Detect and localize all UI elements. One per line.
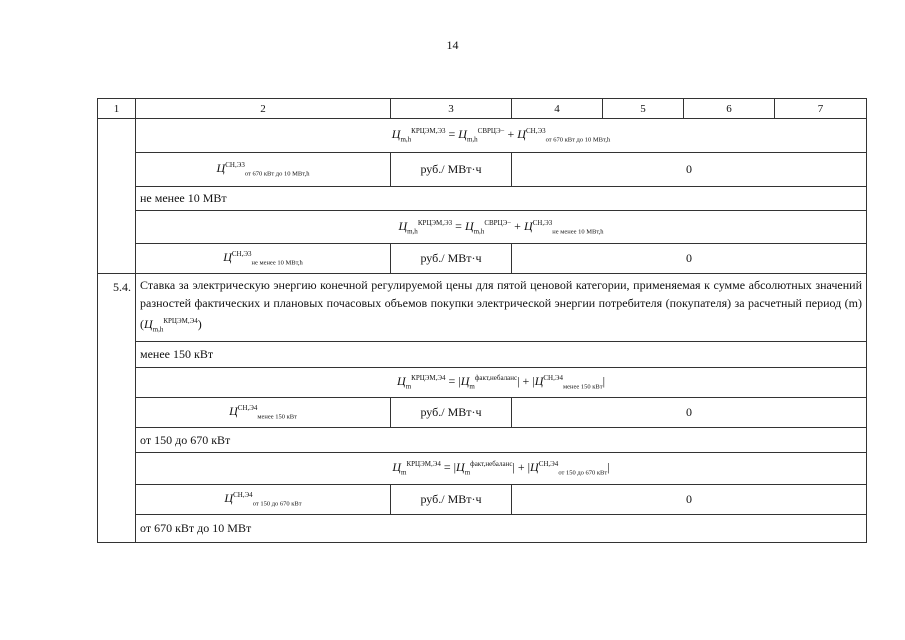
formula-row-150-670 <box>98 453 867 485</box>
label-row-nemenee10 <box>98 187 867 211</box>
value-row-nemenee10 <box>98 244 867 274</box>
range-label-150-670: от 150 до 670 кВт <box>136 428 867 453</box>
value-cell: 0 <box>512 485 867 515</box>
symbol-sn-e4-150-670: $Ц^{СН,Э4}_{от 150 до 670 кВт}$ <box>136 485 391 515</box>
col-header-4: 4 <box>512 99 603 119</box>
col-header-3: 3 <box>391 99 512 119</box>
formula-kr-e4-150-670: $Ц_m^{КРЦЭМ,Э4} = |Ц_m^{факт,небаланс}| + |Ц^{СН,Э4}_{от 150 до 670 кВт}|$ <box>136 453 867 485</box>
unit-cell: руб./ МВт·ч <box>391 485 512 515</box>
col-header-5: 5 <box>603 99 684 119</box>
range-label-670-10: от 670 кВт до 10 МВт <box>136 515 867 543</box>
symbol-sn-e4-menee150: $Ц^{СН,Э4}_{менее 150 кВт}$ <box>136 398 391 428</box>
value-cell: 0 <box>512 153 867 187</box>
value-cell: 0 <box>512 244 867 274</box>
section-5-4-description-row <box>98 274 867 342</box>
label-row-menee150 <box>98 342 867 368</box>
formula-kr-e3-nemenee10: $Ц_{m,h}^{КРЦЭМ,Э3} = Ц_{m,h}^{СВРЦЭ-} + Ц^{СН,Э3}_{не менее 10 МВт,h}$ <box>136 211 867 244</box>
col-header-1: 1 <box>98 99 136 119</box>
section-5-4-description: Ставка за электрическую энергию конечной регулируемой цены для пятой ценовой категории, применяемая к сумме абсолютных значений разностей фактических и плановых почасовых объемов покупки электрической энергии потребителя (покупателя) за расчетный период (m) $(Ц_{m,h}^{КРЦЭМ,Э4})$ <box>136 274 867 342</box>
section-number: 5.4. <box>98 274 136 543</box>
value-row-menee150 <box>98 398 867 428</box>
formula-kr-e4-menee150: $Ц_m^{КРЦЭМ,Э4} = |Ц_m^{факт,небаланс}| + |Ц^{СН,Э4}_{менее 150 кВт}|$ <box>136 368 867 398</box>
value-row-150-670 <box>98 485 867 515</box>
column-header-row <box>98 99 867 119</box>
symbol-sn-e3-nemenee10: $Ц^{СН,Э3}_{не менее 10 МВт,h}$ <box>136 244 391 274</box>
unit-cell: руб./ МВт·ч <box>391 153 512 187</box>
range-label-menee150: менее 150 кВт <box>136 342 867 368</box>
label-row-670-10 <box>98 515 867 543</box>
unit-cell: руб./ МВт·ч <box>391 398 512 428</box>
col-header-6: 6 <box>684 99 775 119</box>
value-row-670-10 <box>98 153 867 187</box>
number-cell-continued <box>98 119 136 274</box>
value-cell: 0 <box>512 398 867 428</box>
formula-row-nemenee10 <box>98 211 867 244</box>
symbol-sn-e3-670: $Ц^{СН,Э3}_{от 670 кВт до 10 МВт,h}$ <box>136 153 391 187</box>
col-header-2: 2 <box>136 99 391 119</box>
formula-kr-e3-670: $Ц_{m,h}^{КРЦЭМ,Э3} = Ц_{m,h}^{СВРЦЭ-} + Ц^{СН,Э3}_{от 670 кВт до 10 МВт,h}$ <box>136 119 867 153</box>
unit-cell: руб./ МВт·ч <box>391 244 512 274</box>
formula-row-menee150 <box>98 368 867 398</box>
formula-row-670-10 <box>98 119 867 153</box>
page-number: 14 <box>446 38 459 52</box>
tariff-table <box>97 98 867 543</box>
label-row-150-670 <box>98 428 867 453</box>
range-label-nemenee10: не менее 10 МВт <box>136 187 867 211</box>
col-header-7: 7 <box>775 99 867 119</box>
